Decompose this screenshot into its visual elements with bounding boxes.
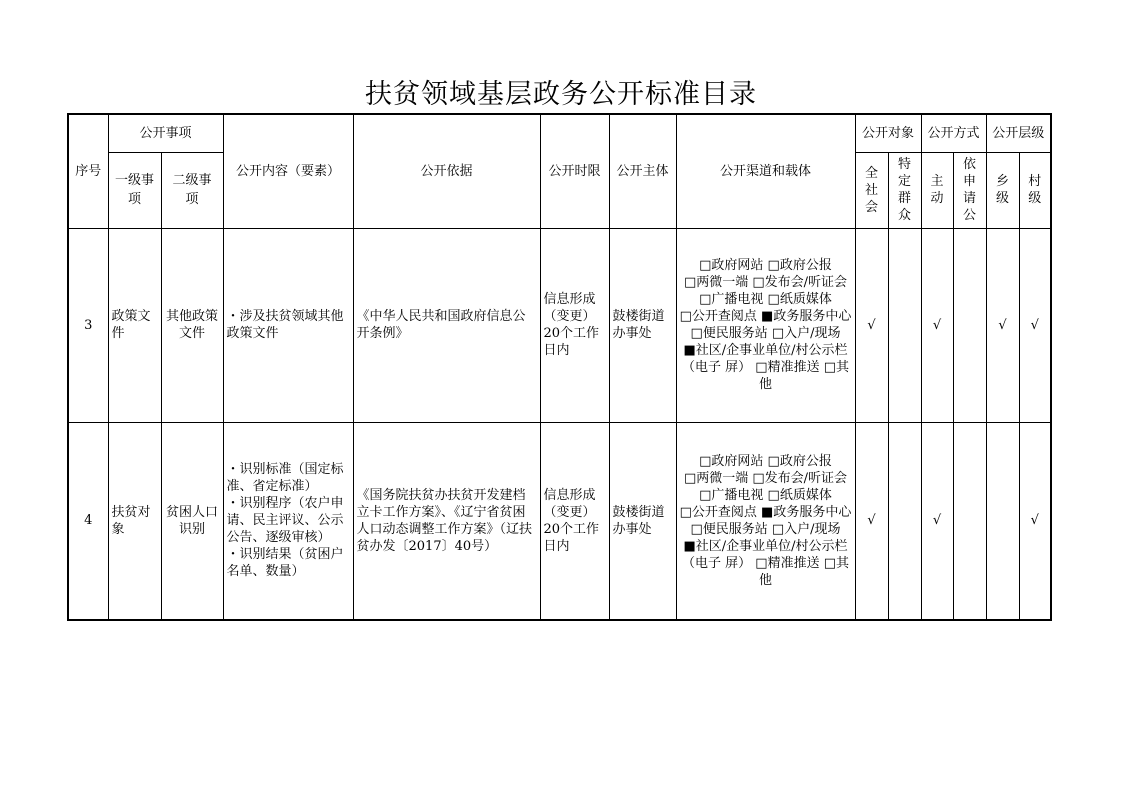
channel-line: □两微一端 □发布会/听证会 — [683, 275, 848, 290]
row-seq: 3 — [68, 228, 108, 422]
header-method: 公开方式 — [921, 114, 986, 152]
row-method-active-check: √ — [921, 228, 953, 422]
row-basis: 《中华人民共和国政府信息公开条例》 — [353, 228, 540, 422]
header-method-active: 主动 — [921, 152, 953, 228]
row-level-village-check: √ — [1019, 228, 1051, 422]
row-level-town-check — [986, 422, 1019, 620]
row-method-active-check: √ — [921, 422, 953, 620]
row-audience-specific-check — [888, 228, 921, 422]
header-method-request: 依申请公 — [953, 152, 986, 228]
header-channel: 公开渠道和载体 — [676, 114, 855, 228]
row-time-limit: 信息形成（变更）20个工作日内 — [540, 228, 609, 422]
channel-line: □公开查阅点 ■政务服务中心 — [679, 309, 852, 324]
channel-line: □广播电视 □纸质媒体 — [699, 292, 832, 307]
content-line: ・识别标准（国定标准、省定标准） — [226, 462, 344, 495]
header-subject: 公开主体 — [609, 114, 676, 228]
table-row — [68, 228, 1051, 422]
header-level-village: 村级 — [1019, 152, 1051, 228]
row-level-village-check: √ — [1019, 422, 1051, 620]
row-method-request-check — [953, 422, 986, 620]
content-line: ・识别程序（农户申请、民主评议、公示公告、逐级审核） — [226, 496, 344, 546]
standards-table — [67, 113, 1052, 621]
row-subject: 鼓楼街道办事处 — [609, 228, 676, 422]
channel-line: □两微一端 □发布会/听证会 — [683, 470, 848, 486]
header-level-town: 乡级 — [986, 152, 1019, 228]
row-channel — [676, 422, 855, 620]
row-level-town-check: √ — [986, 228, 1019, 422]
channel-line: ■社区/企事业单位/村公示栏（电子 屏） □精准推送 □其他 — [682, 538, 849, 588]
channel-line: □便民服务站 □入户/现场 — [690, 326, 841, 341]
header-audience-all: 全社会 — [855, 152, 888, 228]
row-subject: 鼓楼街道办事处 — [609, 422, 676, 620]
row-level2: 其他政策文件 — [161, 228, 223, 422]
header-seq: 序号 — [68, 114, 108, 228]
row-seq: 4 — [68, 422, 108, 620]
header-content: 公开内容（要素） — [223, 114, 353, 228]
header-items: 公开事项 — [108, 114, 223, 152]
header-level: 公开层级 — [986, 114, 1051, 152]
row-time-limit: 信息形成（变更）20个工作日内 — [540, 422, 609, 620]
row-channel — [676, 228, 855, 422]
row-audience-specific-check — [888, 422, 921, 620]
row-content — [223, 422, 353, 620]
header-audience: 公开对象 — [855, 114, 921, 152]
row-audience-all-check: √ — [855, 422, 888, 620]
content-line: ・识别结果（贫困户名单、数量） — [226, 547, 344, 580]
channel-line: □广播电视 □纸质媒体 — [699, 487, 832, 503]
header-audience-specific: 特定群众 — [888, 152, 921, 228]
row-level2: 贫困人口识别 — [161, 422, 223, 620]
channel-line: □政府网站 □政府公报 — [699, 258, 832, 273]
header-basis: 公开依据 — [353, 114, 540, 228]
row-level1: 政策文件 — [108, 228, 161, 422]
channel-line: □政府网站 □政府公报 — [699, 453, 832, 469]
channel-line: □公开查阅点 ■政务服务中心 — [679, 504, 852, 520]
header-level1: 一级事项 — [108, 152, 161, 228]
header-time-limit: 公开时限 — [540, 114, 609, 228]
header-level2: 二级事项 — [161, 152, 223, 228]
channel-line: □便民服务站 □入户/现场 — [690, 521, 841, 537]
table-row — [68, 422, 1051, 620]
channel-line: ■社区/企事业单位/村公示栏（电子 屏） □精准推送 □其他 — [682, 343, 849, 392]
row-level1: 扶贫对象 — [108, 422, 161, 620]
page-title: 扶贫领域基层政务公开标准目录 — [365, 79, 757, 110]
row-audience-all-check: √ — [855, 228, 888, 422]
row-method-request-check — [953, 228, 986, 422]
row-basis: 《国务院扶贫办扶贫开发建档立卡工作方案》、《辽宁省贫困人口动态调整工作方案》（辽扶贫办发〔2017〕40号） — [353, 422, 540, 620]
row-content: ・涉及扶贫领域其他政策文件 — [223, 228, 353, 422]
